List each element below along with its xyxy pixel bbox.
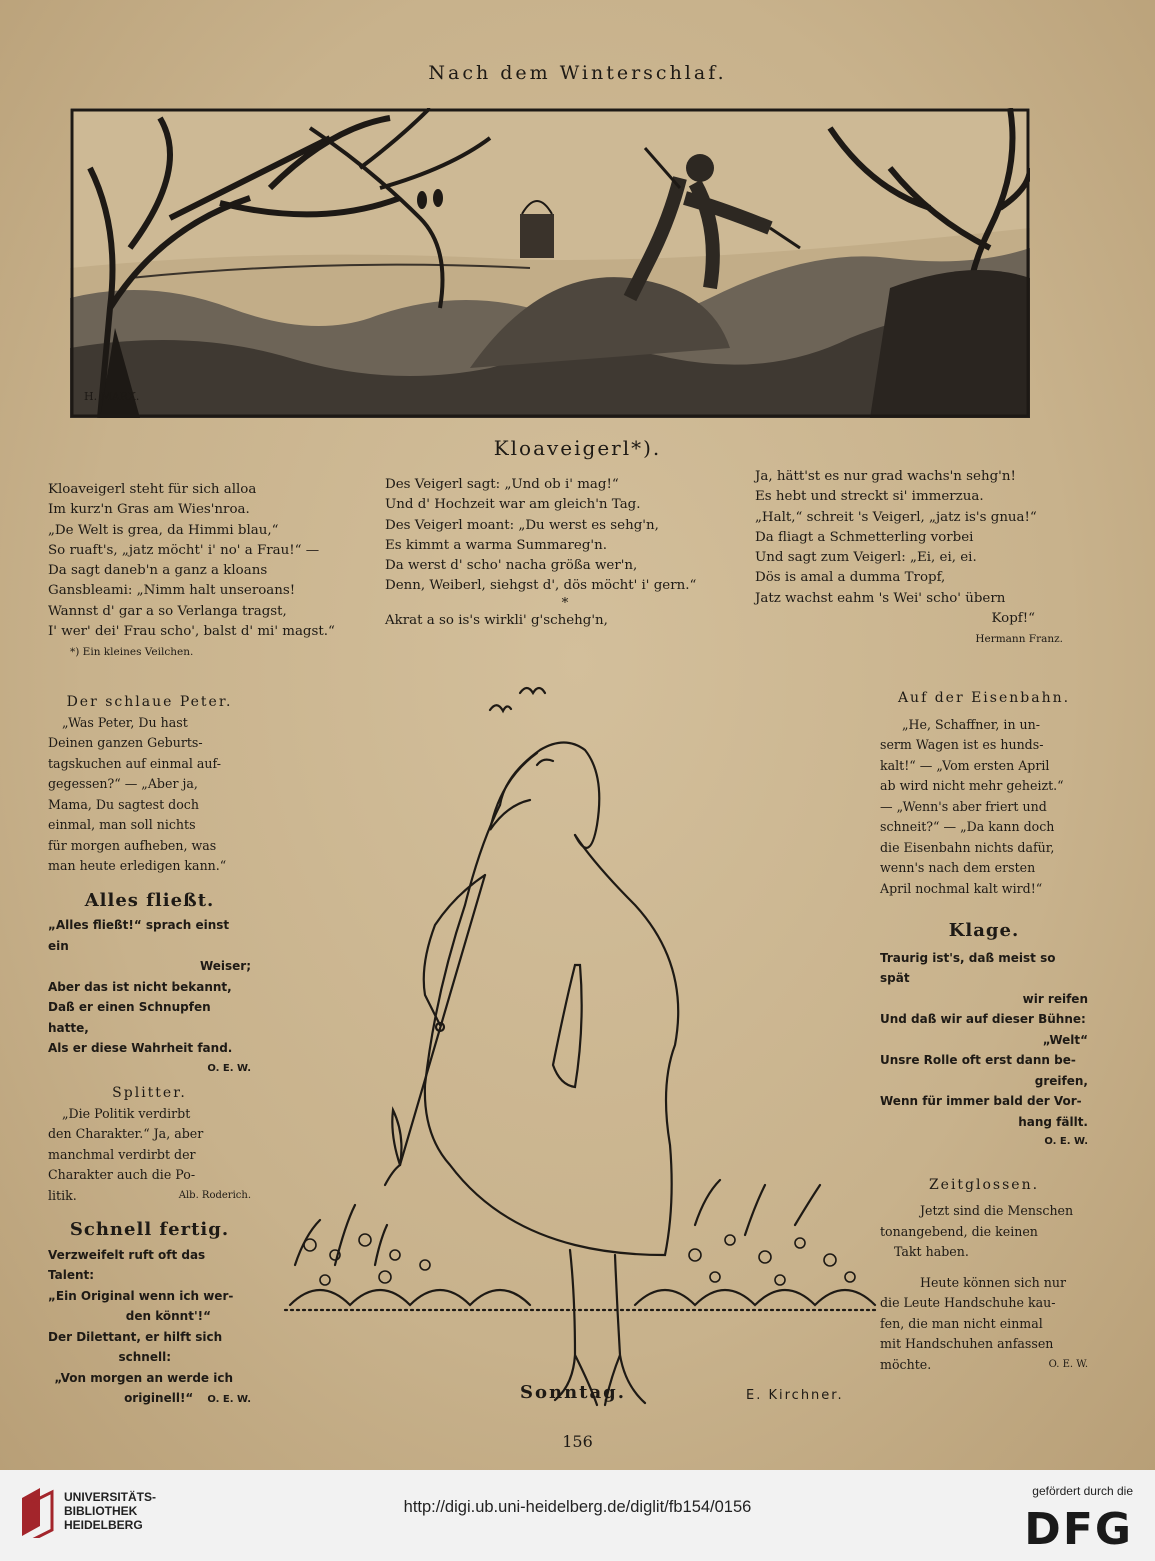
text-line-end: litik. — [48, 1187, 77, 1203]
zeit-text — [880, 1201, 1088, 1375]
alles-signature: O. E. W. — [207, 1062, 251, 1074]
text-line: „Die Politik verdirbt — [62, 1105, 191, 1121]
text-line: schneit?“ — „Da kann doch — [880, 819, 1055, 834]
text-line: „Alles fließt!“ sprach einst ein — [48, 918, 230, 953]
library-name-line: HEIDELBERG — [64, 1518, 143, 1532]
text-line: Deinen ganzen Geburts- — [48, 735, 203, 750]
text-line: Unsre Rolle oft erst dann be- — [880, 1053, 1076, 1067]
poem-line: Dös is amal a dumma Tropf, — [755, 570, 946, 586]
poem-line: Kopf!“ — [991, 611, 1035, 627]
poem-line: „Halt,“ schreit 's Veigerl, „jatz is's gnua!“ — [755, 509, 1037, 525]
text-line: tagskuchen auf einmal auf- — [48, 755, 222, 771]
text-line: manchmal verdirbt der — [48, 1146, 196, 1162]
winter-illustration — [70, 108, 1030, 418]
poem-line: Im kurz'n Gras am Wies'nroa. — [48, 502, 250, 518]
page-number: 156 — [562, 1432, 593, 1451]
text-line: greifen, — [1034, 1073, 1088, 1088]
text-line: Takt haben. — [894, 1244, 969, 1259]
klage-text — [880, 948, 1088, 1153]
zeit-title: Zeitglossen. — [928, 1176, 1040, 1193]
text-line: wir reifen — [1022, 991, 1088, 1006]
poem-column-2 — [385, 475, 745, 631]
text-line: den Charakter.“ Ja, aber — [48, 1126, 204, 1141]
text-line: Und daß wir auf dieser Bühne: — [880, 1012, 1086, 1026]
sonntag-cartoon — [275, 665, 885, 1415]
poem-line: Akrat a so is's wirkli' g'schehg'n, — [385, 612, 608, 628]
illustration-signature: H. MARX. — [84, 390, 140, 403]
poem-line: I' wer' dei' Frau scho', balst d' mi' magst.“ — [48, 624, 335, 640]
schnell-text — [48, 1245, 251, 1411]
text-line: „He, Schaffner, in un- — [902, 716, 1041, 732]
poem-line: Und sagt zum Veigerl: „Ei, ei, ei. — [755, 550, 977, 566]
alles-title: Alles fließt. — [84, 889, 215, 911]
poem-footnote: *) Ein kleines Veilchen. — [70, 646, 194, 659]
poem-line: Es hebt und streckt si' immerzua. — [755, 489, 984, 505]
text-line: mit Handschuhen anfassen — [880, 1336, 1054, 1351]
text-line: Jetzt sind die Menschen — [920, 1203, 1074, 1218]
library-name-line: UNIVERSITÄTS- — [64, 1490, 157, 1504]
text-line-end: originell!“ — [124, 1391, 194, 1405]
poem-line: Da fliagt a Schmetterling vorbei — [755, 529, 974, 545]
klage-signature: O. E. W. — [1044, 1136, 1088, 1147]
text-line: — „Wenn's aber friert und — [880, 798, 1047, 814]
eisenbahn-text — [880, 715, 1088, 900]
text-line: einmal, man soll nichts — [48, 817, 196, 832]
text-line: Verzweifelt ruft oft das Talent: — [48, 1247, 206, 1282]
header-title: Nach dem Winterschlaf. — [428, 62, 727, 84]
peter-text — [48, 713, 251, 877]
poem-line: Da werst d' scho' nacha größa wer'n, — [385, 558, 638, 574]
poem-line: Es kimmt a warma Summareg'n. — [385, 537, 607, 553]
text-line: Charakter auch die Po- — [48, 1167, 196, 1182]
text-line: Wenn für immer bald der Vor- — [880, 1094, 1082, 1108]
poem-title: Kloaveigerl*). — [493, 436, 662, 460]
poem-line: Da sagt daneb'n a ganz a kloans — [48, 563, 268, 579]
text-line: gegessen?“ — „Aber ja, — [48, 776, 198, 791]
text-line: Der Dilettant, er hilft sich — [48, 1329, 223, 1344]
poem-column-3 — [755, 467, 1075, 650]
left-column — [48, 692, 251, 1411]
text-line: „Was Peter, Du hast — [62, 714, 188, 730]
splitter-title: Splitter. — [112, 1085, 187, 1101]
splitter-text — [48, 1104, 251, 1207]
cartoon-caption: Sonntag. — [520, 1382, 627, 1403]
text-line: Weiser; — [199, 959, 251, 973]
cartoon-signature: E. Kirchner. — [746, 1388, 844, 1403]
poem-line: Ja, hätt'st es nur grad wachs'n sehg'n! — [755, 469, 1016, 484]
poem-line: Gansbleami: „Nimm halt unseroans! — [48, 583, 296, 599]
text-line: für morgen aufheben, was — [48, 837, 217, 853]
library-name-line: BIBLIOTHEK — [64, 1504, 138, 1518]
schnell-signature: O. E. W. — [207, 1394, 251, 1405]
text-line: hang fällt. — [1018, 1114, 1088, 1129]
poem-separator: * — [561, 595, 569, 611]
peter-title: Der schlaue Peter. — [66, 694, 233, 710]
text-line: die Leute Handschuhe kau- — [880, 1295, 1056, 1310]
right-column — [880, 688, 1088, 1375]
text-line — [880, 1355, 1088, 1376]
source-url[interactable]: http://digi.ub.uni-heidelberg.de/diglit/fb154/0156 — [403, 1498, 752, 1516]
poem-line: Kloaveigerl steht für sich alloa — [48, 482, 257, 497]
text-line: Heute können sich nur — [920, 1274, 1066, 1290]
text-line: Mama, Du sagtest doch — [48, 796, 199, 812]
text-line: wenn's nach dem ersten — [880, 860, 1036, 875]
text-line: Daß er einen Schnupfen hatte, — [48, 1000, 211, 1035]
schnell-title: Schnell fertig. — [69, 1219, 230, 1240]
text-line: die Eisenbahn nichts dafür, — [880, 839, 1055, 855]
text-line: kalt!“ — „Vom ersten April — [880, 757, 1050, 773]
text-line — [48, 1388, 251, 1411]
poem-column-1 — [48, 480, 378, 663]
poem-line: Des Veigerl moant: „Du werst es sehg'n, — [385, 517, 659, 533]
poem-line: Des Veigerl sagt: „Und ob i' mag!“ — [385, 477, 619, 492]
footer-bar — [0, 1470, 1155, 1561]
text-line: ab wird nicht mehr geheizt.“ — [880, 778, 1064, 793]
text-line: Traurig ist's, daß meist so spät — [880, 950, 1056, 985]
eisenbahn-title: Auf der Eisenbahn. — [897, 690, 1071, 706]
poem-author: Hermann Franz. — [975, 633, 1063, 646]
poem-line: Und d' Hochzeit war am gleich'n Tag. — [385, 497, 641, 513]
text-line: serm Wagen ist es hunds- — [880, 737, 1044, 752]
text-line: „Welt“ — [1042, 1032, 1088, 1047]
poem-line: Denn, Weiberl, siehgst d', dös möcht' i' gern.“ — [385, 578, 697, 594]
poem-line: So ruaft's, „jatz möcht' i' no' a Frau!“ — — [48, 542, 320, 558]
alles-text — [48, 915, 251, 1079]
poem-line: Wannst d' gar a so Verlanga tragst, — [48, 603, 287, 619]
text-line: tonangebend, die keinen — [880, 1223, 1038, 1239]
text-line: man heute erledigen kann.“ — [48, 858, 227, 873]
zeit-signature: O. E. W. — [1048, 1358, 1088, 1370]
poem-line: „De Welt is grea, da Himmi blau,“ — [48, 522, 279, 538]
text-line: fen, die man nicht einmal — [880, 1315, 1043, 1331]
splitter-signature: Alb. Roderich. — [178, 1189, 251, 1201]
text-line: „Ein Original wenn ich wer- — [48, 1288, 234, 1303]
text-line: Aber das ist nicht bekannt, — [48, 979, 232, 994]
text-line — [48, 1186, 251, 1207]
text-line: den könnt'!“ — [125, 1309, 211, 1323]
text-line: „Von morgen an werde ich — [54, 1370, 233, 1385]
text-line-end: möchte. — [880, 1356, 932, 1372]
dfg-logo: DFG — [1024, 1504, 1133, 1555]
funding-note: gefördert durch die — [1032, 1484, 1133, 1498]
text-line: Als er diese Wahrheit fand. — [48, 1041, 233, 1055]
poem-line: Jatz wachst eahm 's Wei' scho' übern — [755, 590, 1006, 606]
text-line: April nochmal kalt wird!“ — [880, 880, 1043, 896]
klage-title: Klage. — [948, 920, 1020, 941]
text-line: schnell: — [118, 1350, 171, 1364]
